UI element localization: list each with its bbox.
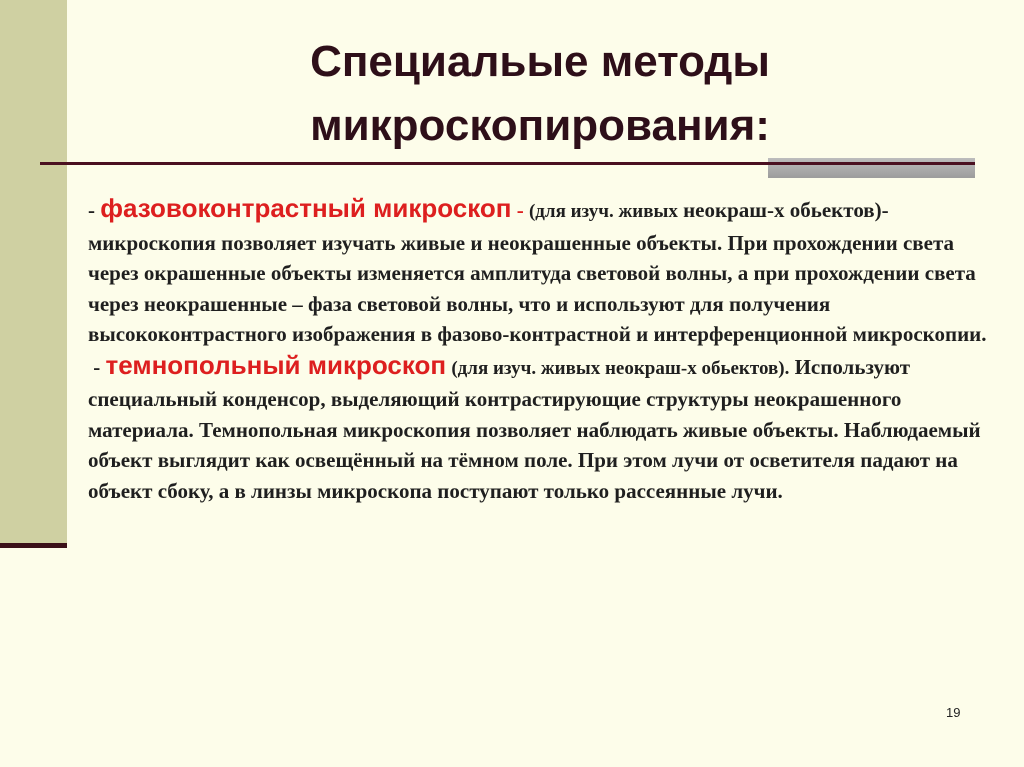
paragraph-phase-contrast — [88, 193, 993, 350]
slide-title — [190, 30, 890, 158]
bullet-dash: - — [93, 354, 101, 379]
paragraph-text: Используют специальный конденсор, выделяющий контрастирующие структуры неокрашенного материала. Темнопольная микроскопия позволяет наблюдать живые объекты. Наблюдаемый объект выглядит как освещённый на тёмном поле. При этом лучи от осветителя падают на объект сбоку, а в линзы микроскопа поступают только рассеянные лучи. — [88, 354, 981, 503]
term-dash: - — [516, 198, 524, 222]
paragraph-dark-field — [88, 350, 993, 507]
side-decoration-line — [0, 543, 67, 548]
term-note: (для изуч. живых неокраш-х обьектов). — [451, 357, 790, 379]
page-number: 19 — [946, 705, 961, 720]
title-line-2: микроскопирования: — [310, 101, 770, 150]
term-note: (для изуч. живых — [528, 201, 678, 222]
term-dark-field: темнопольный микроскоп — [105, 349, 447, 380]
side-decoration-bar — [0, 0, 67, 546]
slide-body — [88, 193, 993, 506]
bullet-dash: - — [88, 198, 95, 222]
term-phase-contrast: фазовоконтрастный микроскоп — [100, 193, 512, 223]
title-accent-bar — [768, 158, 975, 178]
title-line-1: Специальые методы — [310, 37, 770, 86]
paragraph-text: неокраш-х обьектов)- микроскопия позволяет изучать живые и неокрашенные объекты. При прохождении света через окрашенные объекты изменяется амплитуда световой волны, а при прохождении света через неокрашенные – фаза световой волны, что и используют для получения высококонтрастного изображения в фазово-контрастной и интерференционной микроскопии. — [88, 198, 987, 346]
